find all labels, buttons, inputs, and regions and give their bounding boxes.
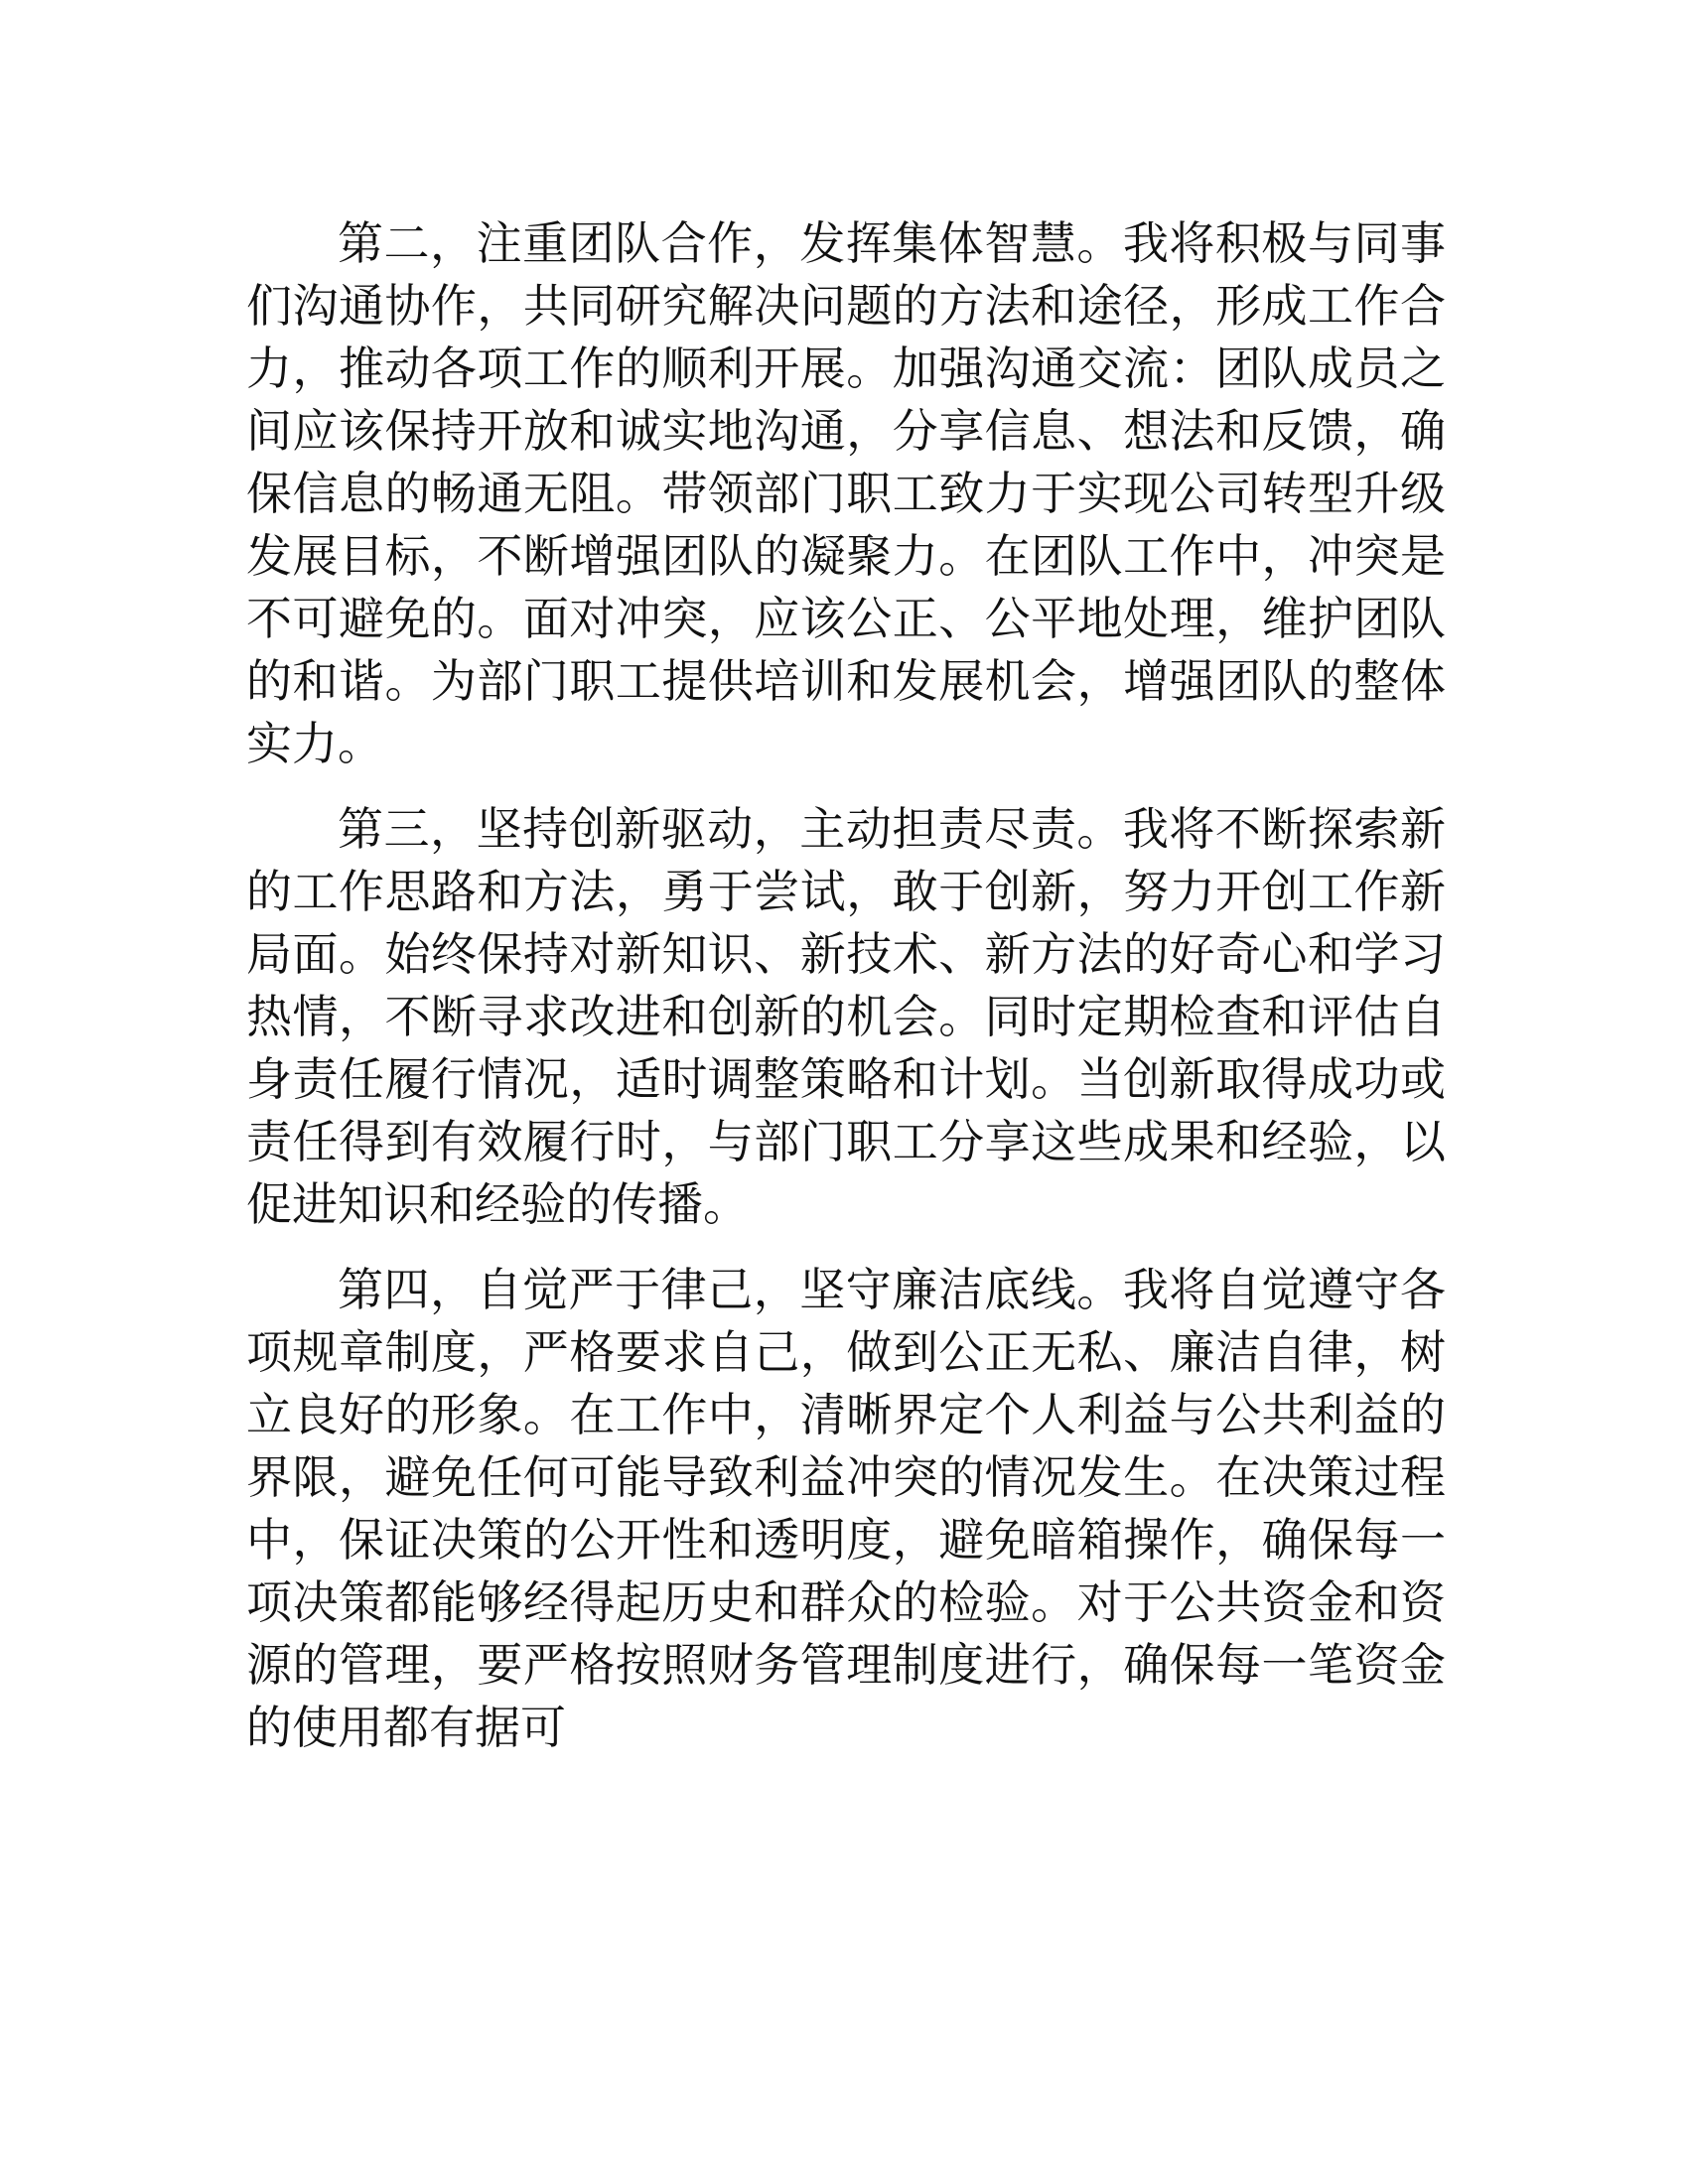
paragraph-innovation: 第三，坚持创新驱动，主动担责尽责。我将不断探索新的工作思路和方法，勇于尝试，敢于创新，努力开创工作新局面。始终保持对新知识、新技术、新方法的好奇心和学习热情，不断寻求改进和创新的机会。同时定期检查和评估自身责任履行情况，适时调整策略和计划。当创新取得成功或责任得到有效履行时，与部门职工分享这些成果和经验，以促进知识和经验的传播。	[246, 802, 1446, 1231]
paragraph-integrity: 第四，自觉严于律己，坚守廉洁底线。我将自觉遵守各项规章制度，严格要求自己，做到公正无私、廉洁自律，树立良好的形象。在工作中，清晰界定个人利益与公共利益的界限，避免任何可能导致利益冲突的情况发生。在决策过程中，保证决策的公开性和透明度，避免暗箱操作，确保每一项决策都能够经得起历史和群众的检验。对于公共资金和资源的管理，要严格按照财务管理制度进行，确保每一笔资金的使用都有据可	[246, 1263, 1446, 1754]
paragraph-teamwork: 第二，注重团队合作，发挥集体智慧。我将积极与同事们沟通协作，共同研究解决问题的方法和途径，形成工作合力，推动各项工作的顺利开展。加强沟通交流：团队成员之间应该保持开放和诚实地沟通，分享信息、想法和反馈，确保信息的畅通无阻。带领部门职工致力于实现公司转型升级发展目标，不断增强团队的凝聚力。在团队工作中，冲突是不可避免的。面对冲突，应该公正、公平地处理，维护团队的和谐。为部门职工提供培训和发展机会，增强团队的整体实力。	[246, 216, 1446, 770]
document-body	[246, 212, 1446, 1759]
